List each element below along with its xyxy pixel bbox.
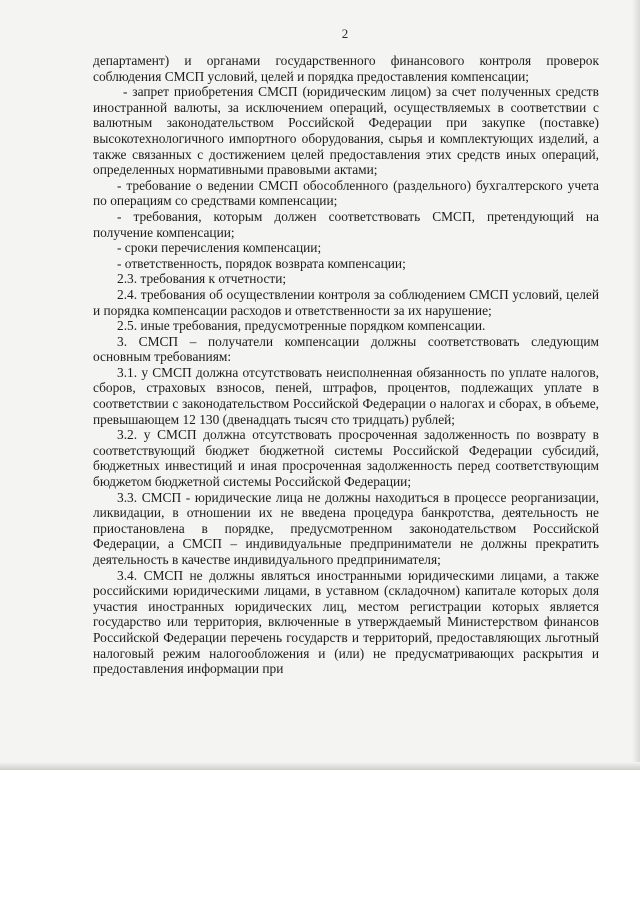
paragraph: 3. СМСП – получатели компенсации должны соответствовать следующим основным требованиям: [93, 333, 599, 365]
paragraph: 2.3. требования к отчетности; [117, 271, 287, 287]
paragraph: - запрет приобретения СМСП (юридическим лицом) за счет полученных средств иностранной валюты, за исключением операций, осуществляемых в соответствии с валютным законодательством Российской Федерации при закупке (поставке) высокотехнологичного импортного оборудования, сырья и комплектующих изделий, а также связанных с достижением целей предоставления этих средств иных операций, определенных нормативными правовыми актами; [93, 84, 599, 178]
document-body [93, 53, 599, 677]
paragraph: - требование о ведении СМСП обособленного (раздельного) бухгалтерского учета по операциям со средствами компенсации; [93, 177, 599, 209]
paragraph: 3.2. у СМСП должна отсутствовать просроченная задолженность по возврату в соответствующий бюджет бюджетной системы Российской Федерации субсидий, бюджетных инвестиций и иная просроченная задолженность перед соответствующим бюджетом бюджетной системы Российской Федерации; [93, 427, 599, 490]
paragraph: 3.4. СМСП не должны являться иностранными юридическими лицами, а также российскими юридическими лицами, в уставном (складочном) капитале которых доля участия иностранных юридических лиц, местом регистрации которых является государство или территория, включенные в утверждаемый Министерством финансов Российской Федерации перечень государств и территорий, предоставляющих льготный налоговый режим налогообложения и (или) не предусматривающих раскрытия и предоставления информации при [93, 567, 599, 677]
page-number: 2 [341, 26, 349, 41]
sheet-bottom-edge [0, 762, 640, 770]
paragraph: 3.1. у СМСП должна отсутствовать неисполненная обязанность по уплате налогов, сборов, страховых взносов, пеней, штрафов, процентов, подлежащих уплате в соответствии с законодательством Российской Федерации о налогах и сборах, в объеме, превышающем 12 130 (двенадцать тысяч сто тридцать) рублей; [93, 364, 599, 427]
paragraph: департамент) и органами государственного финансового контроля проверок соблюдения СМСП условий, целей и порядка предоставления компенсации; [93, 53, 599, 84]
paragraph: - ответственность, порядок возврата компенсации; [117, 255, 406, 271]
paragraph: - требования, которым должен соответствовать СМСП, претендующий на получение компенсации; [93, 208, 599, 240]
sheet-edge-shadow [632, 0, 640, 770]
paragraph: 2.5. иные требования, предусмотренные порядком компенсации. [117, 318, 486, 334]
paragraph: - сроки перечисления компенсации; [117, 240, 322, 256]
paragraph: 3.3. СМСП - юридические лица не должны находиться в процессе реорганизации, ликвидации, в отношении их не введена процедура банкротства, деятельность не приостановлена в порядке, предусмотренном законодательством Российской Федерации, а СМСП – индивидуальные предприниматели не должны прекратить деятельность в качестве индивидуального предпринимателя; [93, 489, 599, 567]
paragraph: 2.4. требования об осуществлении контроля за соблюдением СМСП условий, целей и порядка компенсации расходов и ответственности за их нарушение; [93, 286, 599, 318]
